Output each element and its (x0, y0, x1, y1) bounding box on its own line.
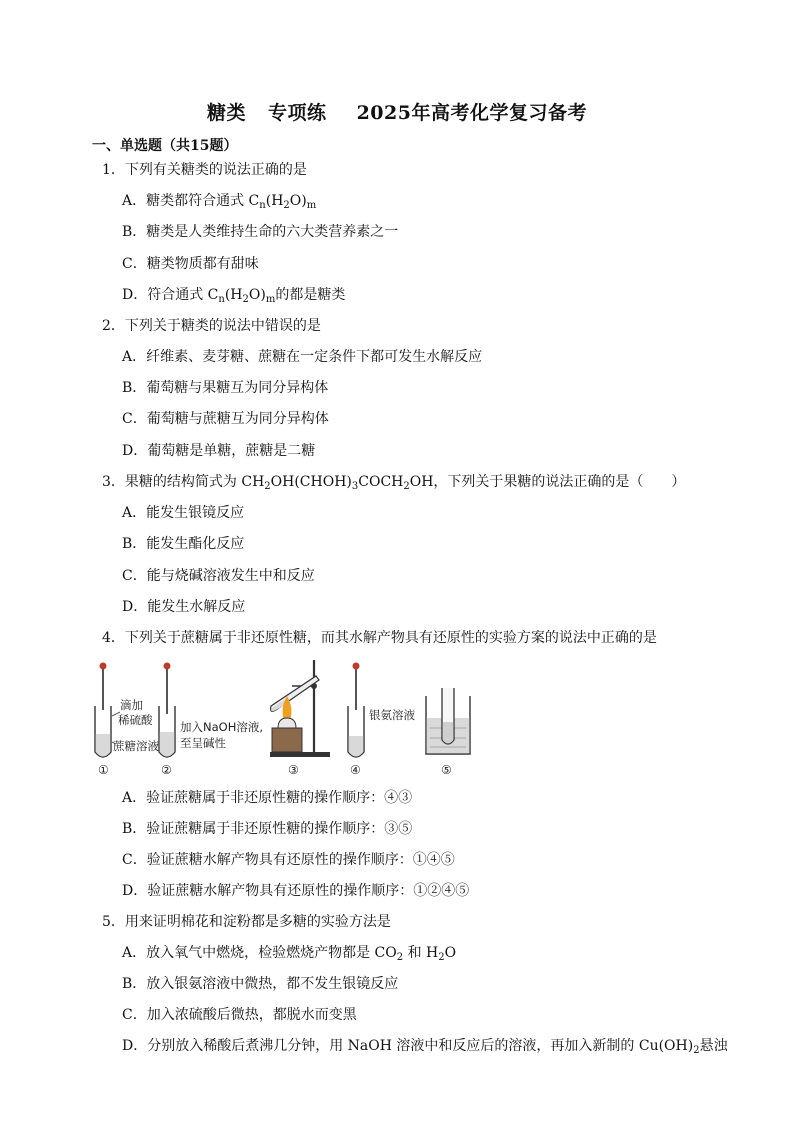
dropper-bulb-1 (100, 663, 107, 670)
figure-number-4: ④ (350, 763, 361, 777)
q3-stem: 3．果糖的结构简式为 $CH_2OH(CHOH)_3COCH_2OH$，下列关于果糖的说法正确的是（ ） (102, 474, 686, 492)
dropper-bulb-2 (164, 663, 171, 670)
dropper-bulb-4 (353, 663, 360, 670)
q1-option-a: A．糖类都符合通式 $C_n(H_2O)_m$ (122, 193, 317, 211)
q4-option-d: D．验证蔗糖水解产物具有还原性的操作顺序：①②④⑤ (122, 883, 470, 899)
label-until-alkaline: 至呈碱性 (180, 736, 226, 750)
q1-option-b: B．糖类是人类维持生命的六大类营养素之一 (122, 224, 399, 240)
q2-option-d: D．葡萄糖是单糖，蔗糖是二糖 (122, 443, 316, 459)
label-silver-ammonia: 银氨溶液 (369, 708, 415, 722)
title-part-1: 糖类 (207, 102, 247, 124)
q5-stem: 5．用来证明棉花和淀粉都是多糖的实验方法是 (102, 914, 391, 930)
label-drop: 滴加 (120, 698, 143, 712)
figure-number-5: ⑤ (441, 763, 452, 777)
q4-stem: 4．下列关于蔗糖属于非还原性糖，而其水解产物具有还原性的实验方案的说法中正确的是 (102, 630, 657, 646)
tube-2-liquid (160, 732, 175, 757)
q1-option-c: C．糖类物质都有甜味 (122, 256, 259, 272)
q2-option-a: A．纤维素、麦芽糖、蔗糖在一定条件下都可发生水解反应 (122, 349, 483, 365)
water-bath (426, 688, 470, 754)
q1-stem: 1．下列有关糖类的说法正确的是 (102, 162, 307, 178)
experiment-figure (88, 658, 488, 780)
q3-option-b: B．能发生酯化反应 (122, 536, 245, 552)
heating-apparatus (270, 660, 330, 757)
q5-option-d: D．分别放入稀酸后煮沸几分钟，用 NaOH 溶液中和反应后的溶液，再加入新制的 $Cu(OH)_2$悬浊 (122, 1038, 728, 1056)
test-tube-4 (348, 663, 364, 758)
section-header: 一、单选题（共15题） (92, 138, 238, 154)
q2-option-c: C．葡萄糖与蔗糖互为同分异构体 (122, 411, 329, 427)
test-tube-2 (159, 663, 175, 758)
q1-option-d: D．符合通式 $C_n(H_2O)_m$的都是糖类 (122, 287, 346, 305)
q4-option-a: A．验证蔗糖属于非还原性糖的操作顺序：④③ (122, 790, 413, 806)
tube-4-liquid (349, 736, 364, 757)
tube-1-liquid (96, 734, 111, 757)
document-title (0, 98, 794, 125)
burner-block (272, 728, 302, 752)
q5-option-a: A．放入氧气中燃烧，检验燃烧产物都是 $CO_2$ 和 $H_2O$ (122, 945, 457, 963)
title-part-3: 2025年高考化学复习备考 (356, 102, 587, 124)
figure-number-3: ③ (288, 763, 299, 777)
q3-option-d: D．能发生水解反应 (122, 599, 246, 615)
figure-number-2: ② (161, 763, 172, 777)
q3-option-a: A．能发生银镜反应 (122, 505, 245, 521)
label-dilute-acid: 稀硫酸 (118, 713, 153, 727)
q5-option-c: C．加入浓硫酸后微热，都脱水而变黑 (122, 1007, 357, 1023)
q3-option-c: C．能与烧碱溶液发生中和反应 (122, 568, 315, 584)
figure-number-1: ① (98, 763, 109, 777)
q2-option-b: B．葡萄糖与果糖互为同分异构体 (122, 380, 329, 396)
title-part-2: 专项练 (268, 102, 327, 124)
label-add-naoh: 加入NaOH溶液, (180, 720, 264, 734)
q2-stem: 2．下列关于糖类的说法中错误的是 (102, 318, 321, 334)
q4-option-c: C．验证蔗糖水解产物具有还原性的操作顺序：①④⑤ (122, 852, 455, 868)
label-sucrose-solution: 蔗糖溶液 (113, 739, 159, 753)
q5-option-b: B．放入银氨溶液中微热，都不发生银镜反应 (122, 976, 399, 992)
q4-option-b: B．验证蔗糖属于非还原性糖的操作顺序：③⑤ (122, 821, 413, 837)
stand-base (270, 752, 330, 757)
